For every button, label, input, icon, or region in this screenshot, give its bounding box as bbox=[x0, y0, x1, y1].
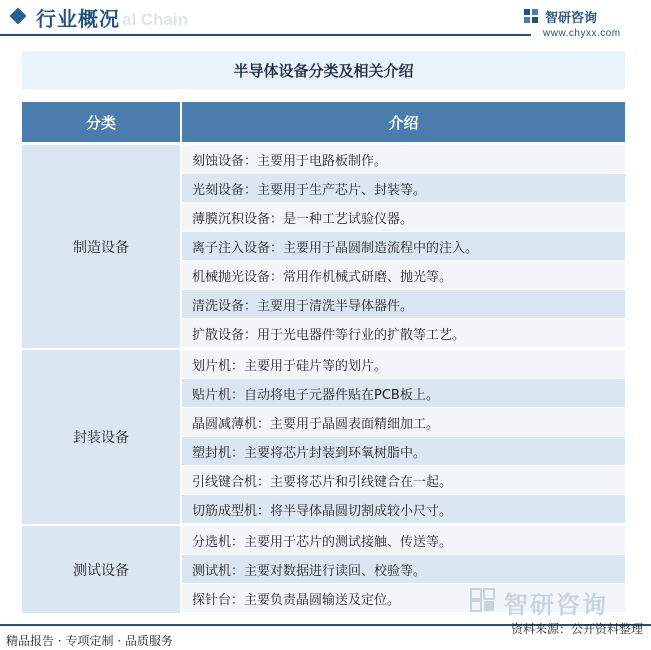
table-row: 薄膜沉积设备：是一种工艺试验仪器。 bbox=[182, 203, 625, 232]
category-cell: 封装设备 bbox=[22, 350, 182, 524]
description-list bbox=[182, 350, 625, 524]
watermark-text: 智研咨询 bbox=[504, 591, 608, 619]
table-row: 扩散设备：用于光电器件等行业的扩散等工艺。 bbox=[182, 319, 625, 348]
brand-logo-icon bbox=[523, 8, 539, 24]
table-row: 机械抛光设备：常用作机械式研磨、抛光等。 bbox=[182, 261, 625, 290]
table-row: 晶圆减薄机：主要用于晶圆表面精细加工。 bbox=[182, 408, 625, 437]
category-cell: 制造设备 bbox=[22, 145, 182, 348]
watermark-logo-icon bbox=[470, 588, 496, 612]
category-cell: 测试设备 bbox=[22, 526, 182, 613]
header-rule bbox=[0, 34, 531, 36]
footer-slogan: 精品报告 · 专项定制 · 品质服务 bbox=[6, 634, 173, 648]
brand-name: 智研咨询 bbox=[545, 11, 598, 26]
table-row: 刻蚀设备：主要用于电路板制作。 bbox=[182, 145, 625, 174]
table-header bbox=[22, 102, 625, 142]
table-row: 清洗设备：主要用于清洗半导体器件。 bbox=[182, 290, 625, 319]
table-row: 塑封机：主要将芯片封装到环氧树脂中。 bbox=[182, 437, 625, 466]
footer-source: 资料来源：公开资料整理 bbox=[510, 622, 643, 636]
table-row: 分选机：主要用于芯片的测试接触、传送等。 bbox=[182, 526, 625, 555]
column-header-category: 分类 bbox=[22, 102, 182, 142]
table-row: 光刻设备：主要用于生产芯片、封装等。 bbox=[182, 174, 625, 203]
table-caption: 半导体设备分类及相关介绍 bbox=[22, 51, 625, 89]
diamond-icon bbox=[10, 8, 27, 25]
description-list bbox=[182, 145, 625, 348]
table-row: 贴片机：自动将电子元器件贴在PCB板上。 bbox=[182, 379, 625, 408]
column-header-intro: 介绍 bbox=[388, 113, 419, 132]
category-group bbox=[22, 350, 625, 524]
brand-url: www.chyxx.com bbox=[543, 28, 621, 39]
table-row: 引线键合机：主要将芯片和引线键合在一起。 bbox=[182, 466, 625, 495]
table-row: 探针台：主要负责晶圆输送及定位。 bbox=[182, 584, 625, 613]
category-group bbox=[22, 145, 625, 348]
table-row: 测试机：主要对数据进行读回、校验等。 bbox=[182, 555, 625, 584]
table-row: 离子注入设备：主要用于晶圆制造流程中的注入。 bbox=[182, 232, 625, 261]
table-row: 划片机：主要用于硅片等的划片。 bbox=[182, 350, 625, 379]
section-title: 行业概况 bbox=[36, 7, 120, 31]
table-row: 切筋成型机：将半导体晶圆切割成较小尺寸。 bbox=[182, 495, 625, 524]
watermark bbox=[470, 585, 640, 619]
ghost-watermark-text: al Chain bbox=[122, 10, 189, 29]
brand-block bbox=[523, 6, 643, 39]
